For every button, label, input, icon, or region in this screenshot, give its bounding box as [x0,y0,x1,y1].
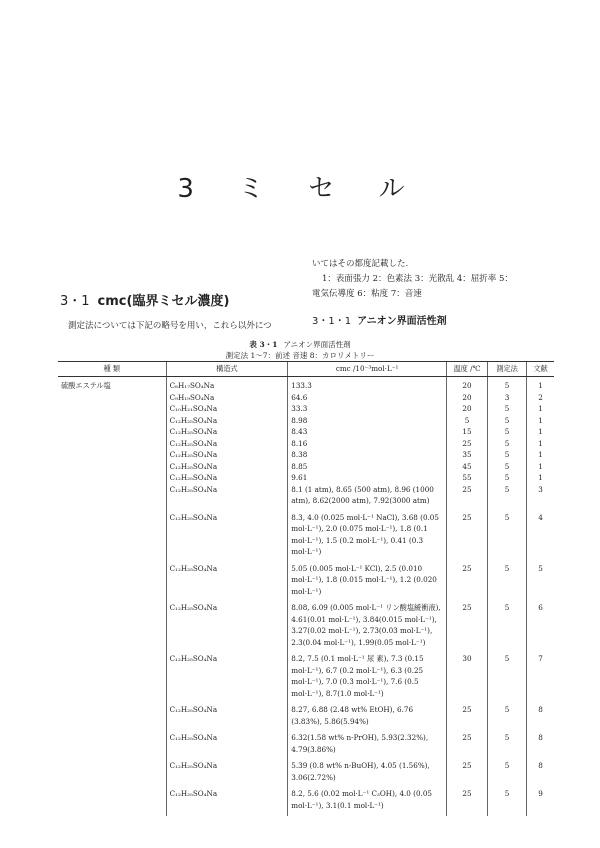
table-row [58,438,554,450]
table-header-row [58,362,554,377]
cell-reference: 8 [527,732,554,760]
cell-formula: C₁₂H₂₅SO₄Na [166,788,288,816]
cell-reference: 2 [527,392,554,404]
cell-type [58,602,166,653]
cell-temperature: 35 [446,449,487,461]
intro-line-1: いてはその都度記載した. [312,259,409,269]
cell-temperature: 5 [446,415,487,427]
cell-cmc: 5.05 (0.005 mol·L⁻¹ KCl), 2.5 (0.010 mol·L⁻¹), 1.8 (0.015 mol·L⁻¹), 1.2 (0.020 mol·L⁻¹) [288,563,447,603]
cell-reference: 1 [527,403,554,415]
cell-formula: C₁₂H₂₅SO₄Na [166,732,288,760]
chapter-title: 3 ミ セ ル [177,174,423,204]
cell-reference: 1 [527,426,554,438]
cell-cmc: 8.2, 7.5 (0.1 mol·L⁻¹ 尿 素), 7.3 (0.15 mol·L⁻¹), 6.7 (0.2 mol·L⁻¹), 6.3 (0.25 mol·L⁻¹), 7.0 (0.3 mol·L⁻¹), 7.6 (0.5 mol·L⁻¹), 8.7(1.0 mol·L⁻¹) [288,653,447,704]
cell-temperature: 25 [446,512,487,563]
table-row [58,377,554,392]
cell-formula: C₁₂H₂₅SO₄Na [166,602,288,653]
cell-type [58,788,166,816]
cell-method: 5 [488,449,527,461]
cell-temperature: 30 [446,653,487,704]
header-type: 種 類 [58,362,166,377]
cell-formula: C₁₂H₂₅SO₄Na [166,653,288,704]
cell-type [58,732,166,760]
cell-type [58,415,166,427]
cell-cmc: 64.6 [288,392,447,404]
cell-type [58,461,166,473]
cell-reference: 8 [527,704,554,732]
cell-temperature: 55 [446,472,487,484]
cell-method: 5 [488,484,527,512]
subsection-title: アニオン界面活性剤 [357,316,447,327]
cell-reference: 1 [527,449,554,461]
section-number: 3・1 [60,294,90,309]
cell-method: 5 [488,415,527,427]
cell-cmc: 9.61 [288,472,447,484]
cell-reference: 7 [527,653,554,704]
cell-reference: 8 [527,760,554,788]
cell-cmc: 8.2, 5.6 (0.02 mol·L⁻¹ C₃OH), 4.0 (0.05 mol·L⁻¹), 3.1(0.1 mol·L⁻¹) [288,788,447,816]
cell-reference: 3 [527,484,554,512]
cell-cmc: 8.08, 6.09 (0.005 mol·L⁻¹ リン酸塩緩衝液), 4.61(0.01 mol·L⁻¹), 3.84(0.015 mol·L⁻¹), 3.27(0.02 mol·L⁻¹), 2.73(0.03 mol·L⁻¹), 2.3(0.04 mol·L⁻¹), 1.99(0.05 mol·L⁻¹) [288,602,447,653]
cell-temperature: 25 [446,704,487,732]
cell-method: 5 [488,563,527,603]
cell-type [58,653,166,704]
cell-cmc: 8.38 [288,449,447,461]
section-title: cmc(臨界ミセル濃度) [97,294,230,309]
cell-cmc: 33.3 [288,403,447,415]
cell-method: 5 [488,512,527,563]
table-row [58,788,554,816]
cell-formula: C₁₂H₂₅SO₄Na [166,449,288,461]
section-heading [60,290,229,309]
cell-reference: 4 [527,512,554,563]
cell-method: 5 [488,704,527,732]
cell-formula: C₁₂H₂₅SO₄Na [166,704,288,732]
cell-type [58,512,166,563]
cell-method: 5 [488,472,527,484]
cell-temperature: 25 [446,732,487,760]
cell-reference: 5 [527,563,554,603]
cell-type [58,563,166,603]
method-legend-continued: 電気伝導度 6：粘度 7：音速 [312,289,422,299]
cell-type [58,449,166,461]
table-row [58,704,554,732]
cell-cmc: 8.16 [288,438,447,450]
cell-cmc: 5.39 (0.8 wt% n-BuOH), 4.05 (1.56%), 3.06(2.72%) [288,760,447,788]
table-caption [0,339,600,350]
subsection-number: 3・1・1 [312,316,352,327]
cell-formula: C₉H₁₉SO₄Na [166,392,288,404]
table-row [58,512,554,563]
cell-reference: 1 [527,377,554,392]
cell-reference: 1 [527,438,554,450]
cell-reference: 1 [527,415,554,427]
cell-temperature: 25 [446,788,487,816]
cell-formula: C₁₂H₂₅SO₄Na [166,415,288,427]
cell-method: 5 [488,403,527,415]
header-method: 測定法 [488,362,527,377]
table-row [58,449,554,461]
cmc-table [58,361,554,816]
cell-cmc: 8.98 [288,415,447,427]
cell-temperature: 45 [446,461,487,473]
cell-method: 5 [488,653,527,704]
cell-reference: 9 [527,788,554,816]
table-row [58,732,554,760]
cell-formula: C₁₂H₂₅SO₄Na [166,461,288,473]
table-row [58,602,554,653]
cell-method: 3 [488,392,527,404]
cell-method: 5 [488,732,527,760]
cell-formula: C₁₂H₂₅SO₄Na [166,472,288,484]
cell-reference: 1 [527,472,554,484]
cell-temperature: 15 [446,426,487,438]
cell-formula: C₁₂H₂₅SO₄Na [166,426,288,438]
cell-formula: C₁₂H₂₅SO₄Na [166,512,288,563]
intro-left-text: 測定法については下記の略号を用い，これら以外につ [68,321,272,331]
cell-type [58,484,166,512]
cell-formula: C₁₂H₂₅SO₄Na [166,760,288,788]
cell-method: 5 [488,377,527,392]
table-row [58,461,554,473]
header-temperature: 温度 /℃ [446,362,487,377]
cell-temperature: 20 [446,377,487,392]
subsection-heading [312,312,447,327]
table-row [58,403,554,415]
cell-temperature: 20 [446,392,487,404]
table-row [58,472,554,484]
cell-cmc: 8.27, 6.88 (2.48 wt% EtOH), 6.76 (3.83%), 5.86(5.94%) [288,704,447,732]
cell-method: 5 [488,760,527,788]
table-row [58,392,554,404]
cell-type [58,704,166,732]
cell-type [58,392,166,404]
cell-formula: C₈H₁₇SO₄Na [166,377,288,392]
cell-cmc: 8.1 (1 atm), 8.65 (500 atm), 8.96 (1000 atm), 8.62(2000 atm), 7.92(3000 atm) [288,484,447,512]
cell-type [58,472,166,484]
cell-formula: C₁₂H₂₅SO₄Na [166,484,288,512]
cell-type [58,438,166,450]
cell-reference: 1 [527,461,554,473]
table-row [58,415,554,427]
cell-cmc: 133.3 [288,377,447,392]
cell-method: 5 [488,461,527,473]
table-caption-label: 表 3・1 [249,340,278,349]
method-legend: 1：表面張力 2：色素法 3：光散乱 4：屈折率 5： [322,274,513,284]
cell-temperature: 25 [446,484,487,512]
cell-method: 5 [488,788,527,816]
cell-formula: C₁₂H₂₅SO₄Na [166,563,288,603]
cell-type: 硫酸エステル塩 [61,381,111,390]
cell-cmc: 8.85 [288,461,447,473]
cell-formula: C₁₀H₂₁SO₄Na [166,403,288,415]
cell-method: 5 [488,438,527,450]
table-row [58,426,554,438]
header-formula: 構造式 [166,362,288,377]
table-row [58,760,554,788]
cell-temperature: 25 [446,563,487,603]
cell-cmc: 6.32(1.58 wt% n-PrOH), 5.93(2.32%), 4.79(3.86%) [288,732,447,760]
cell-temperature: 25 [446,438,487,450]
intro-right-column [312,257,572,302]
cell-cmc: 8.3, 4.0 (0.025 mol·L⁻¹ NaCl), 3.68 (0.05 mol·L⁻¹), 2.0 (0.075 mol·L⁻¹), 1.8 (0.1 mol·L⁻¹), 1.5 (0.2 mol·L⁻¹), 0.41 (0.3 mol·L⁻¹) [288,512,447,563]
cell-formula: C₁₂H₂₅SO₄Na [166,438,288,450]
cell-temperature: 25 [446,602,487,653]
header-cmc: cmc /10⁻³mol·L⁻¹ [288,362,447,377]
table-caption-text: アニオン界面活性剤 [283,340,351,349]
cell-type [58,426,166,438]
header-reference: 文献 [527,362,554,377]
cell-temperature: 20 [446,403,487,415]
cell-reference: 6 [527,602,554,653]
table-row [58,653,554,704]
table-subcaption: 測定法 1〜7：前述 音速 8：カロリメトリー [225,351,375,360]
cell-cmc: 8.43 [288,426,447,438]
cell-temperature: 25 [446,760,487,788]
cell-method: 5 [488,426,527,438]
table-row [58,563,554,603]
cell-type [58,760,166,788]
cell-method: 5 [488,602,527,653]
table-row [58,484,554,512]
cell-type [58,403,166,415]
